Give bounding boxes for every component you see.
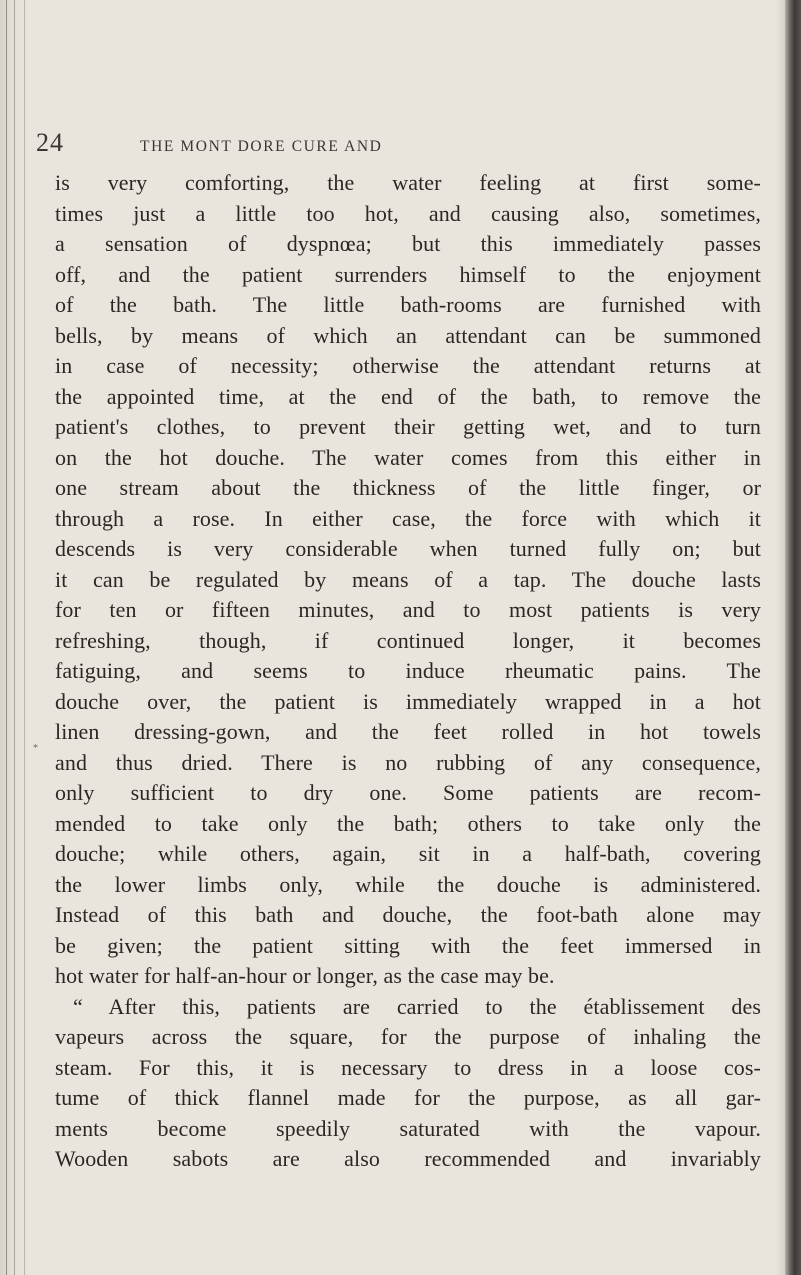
text-line: fatiguing, and seems to induce rheumatic pains. The <box>55 658 761 683</box>
text-line: refreshing, though, if continued longer, it becomes <box>55 627 761 653</box>
text-line: patient's clothes, to prevent their getting wet, and to turn <box>55 414 761 439</box>
text-line: bells, by means of which an attendant can be summoned <box>55 322 761 348</box>
page-edge-right <box>785 0 801 1275</box>
text-line: tume of thick flannel made for the purpose, as all gar- <box>55 1085 761 1110</box>
text-line: douche; while others, again, sit in a half-bath, covering <box>55 841 761 866</box>
text-line: Instead of this bath and douche, the foot-bath alone may <box>55 902 761 927</box>
text-line: be given; the patient sitting with the feet immersed in <box>55 932 761 958</box>
gutter-rule <box>14 0 15 1275</box>
text-line: for ten or fifteen minutes, and to most patients is very <box>55 597 761 622</box>
text-line: one stream about the thickness of the little finger, or <box>55 475 761 500</box>
page-number: 24 <box>36 128 64 157</box>
text-line: times just a little too hot, and causing also, sometimes, <box>55 200 761 226</box>
text-line: descends is very considerable when turned fully on; but <box>55 536 761 561</box>
text-line: “ After this, patients are carried to the établissement des <box>73 993 761 1019</box>
text-line: a sensation of dyspnœa; but this immediately passes <box>55 231 761 256</box>
gutter-rule <box>6 0 7 1275</box>
text-line: ments become speedily saturated with the vapour. <box>55 1115 761 1141</box>
text-line: in case of necessity; otherwise the attendant returns at <box>55 353 761 378</box>
text-line: through a rose. In either case, the force with which it <box>55 505 761 531</box>
text-line: douche over, the patient is immediately wrapped in a hot <box>55 688 761 714</box>
page-edge-shade <box>775 0 785 1275</box>
text-line: Wooden sabots are also recommended and invariably <box>55 1146 761 1171</box>
text-line: mended to take only the bath; others to take only the <box>55 810 761 836</box>
text-line: off, and the patient surrenders himself to the enjoyment <box>55 261 761 287</box>
text-line: is very comforting, the water feeling at first some- <box>55 170 761 195</box>
text-line: linen dressing-gown, and the feet rolled in hot towels <box>55 719 761 744</box>
text-line: only sufficient to dry one. Some patients are recom- <box>55 780 761 805</box>
text-line: and thus dried. There is no rubbing of any consequence, <box>55 749 761 775</box>
text-line: the appointed time, at the end of the bath, to remove the <box>55 383 761 409</box>
text-line: it can be regulated by means of a tap. The douche lasts <box>55 566 761 592</box>
text-line: hot water for half-an-hour or longer, as the case may be. <box>55 963 555 988</box>
margin-mark: * <box>33 743 38 754</box>
running-head: THE MONT DORE CURE AND <box>140 138 383 155</box>
text-line: steam. For this, it is necessary to dress in a loose cos- <box>55 1054 761 1080</box>
text-line: the lower limbs only, while the douche is administered. <box>55 871 761 897</box>
text-line: vapeurs across the square, for the purpose of inhaling the <box>55 1024 761 1049</box>
gutter-rule <box>24 0 25 1275</box>
page-gutter-left <box>0 0 30 1275</box>
body-text <box>55 168 761 1175</box>
text-line: on the hot douche. The water comes from this either in <box>55 444 761 470</box>
text-line: of the bath. The little bath-rooms are furnished with <box>55 292 761 317</box>
